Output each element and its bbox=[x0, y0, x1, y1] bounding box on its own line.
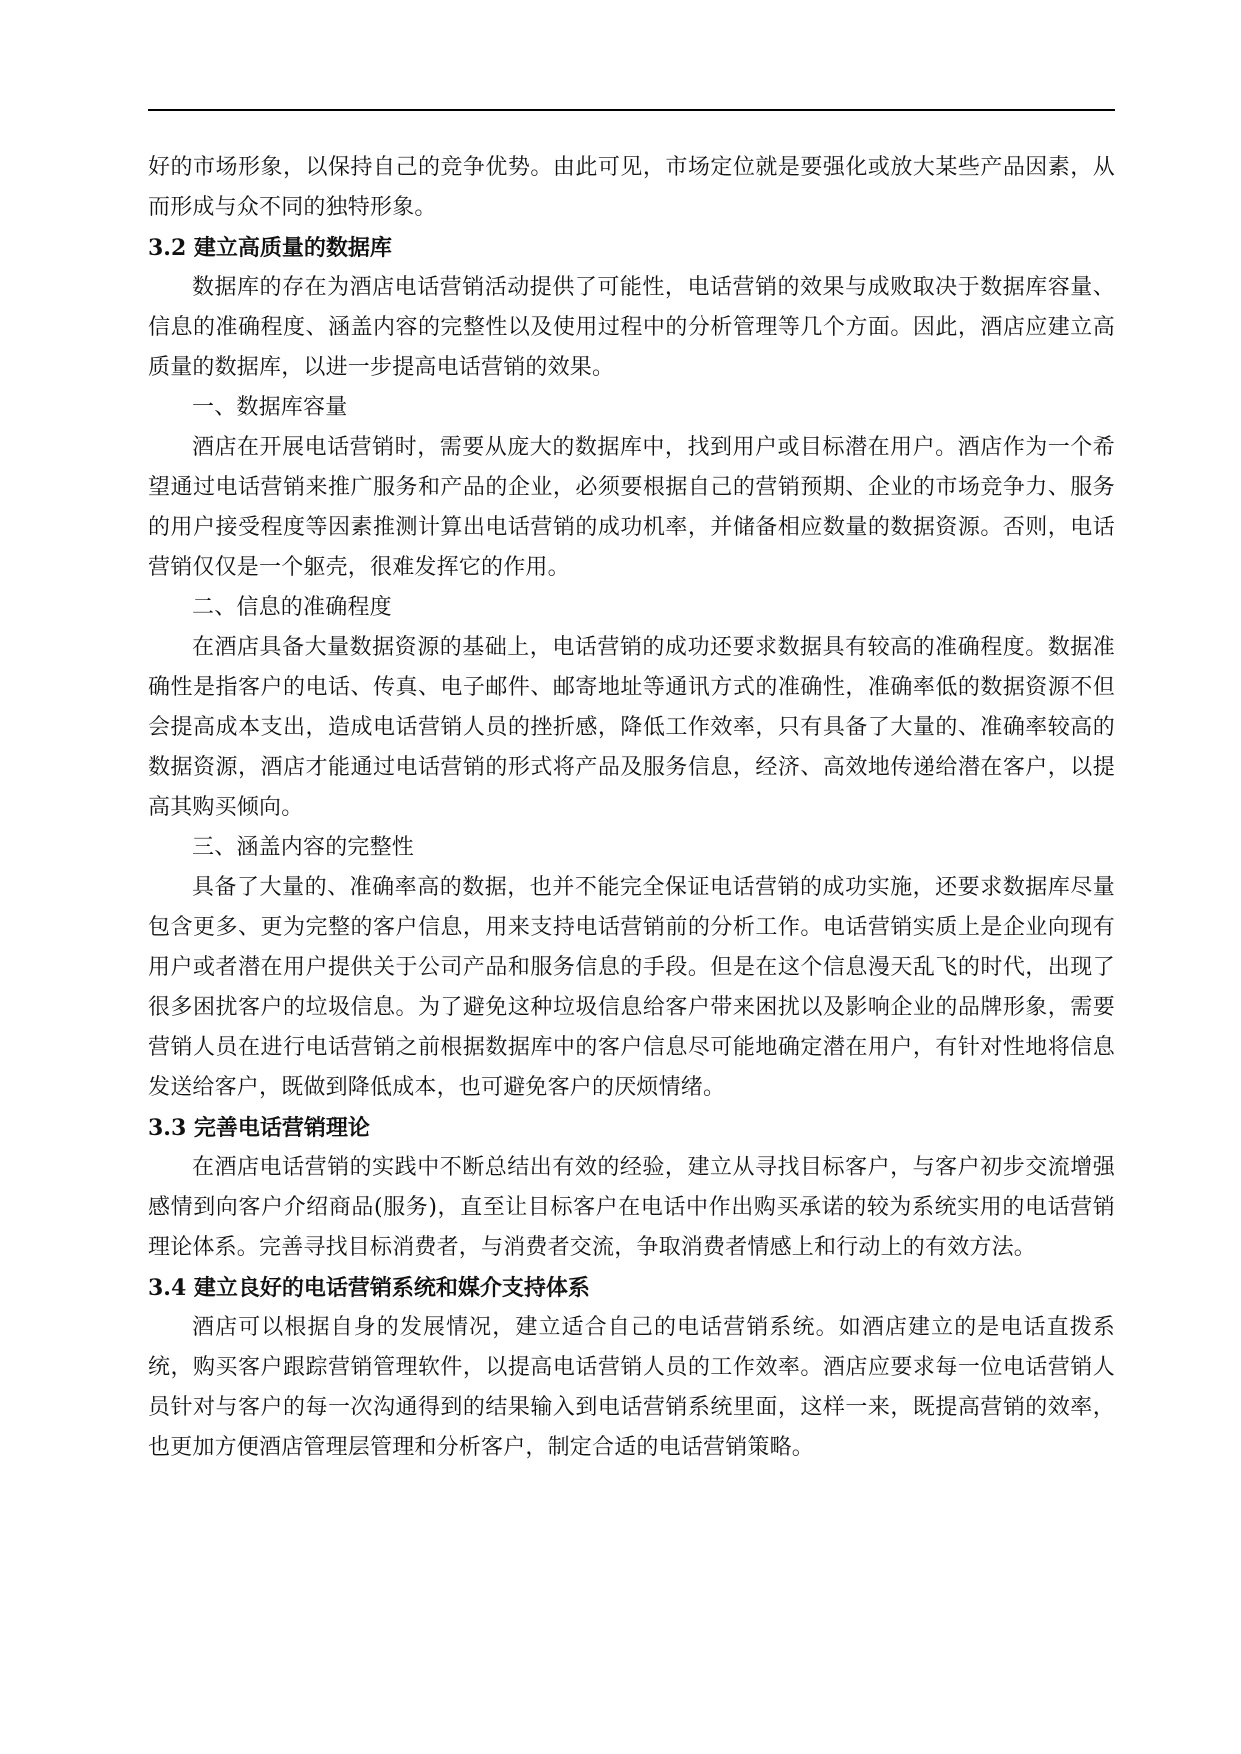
paragraph-continuation: 好的市场形象，以保持自己的竞争优势。由此可见，市场定位就是要强化或放大某些产品因素，从而形成与众不同的独特形象。 bbox=[148, 155, 1115, 220]
paragraph-marketing-system: 酒店可以根据自身的发展情况，建立适合自己的电话营销系统。如酒店建立的是电话直拨系统，购买客户跟踪营销管理软件，以提高电话营销人员的工作效率。酒店应要求每一位电话营销人员针对与客户的每一次沟通得到的结果输入到电话营销系统里面，这样一来，既提高营销的效率，也更加方便酒店管理层管理和分析客户，制定合适的电话营销策略。 bbox=[148, 1315, 1115, 1460]
subheading-database-capacity: 一、数据库容量 bbox=[192, 395, 348, 420]
subheading-content-completeness: 三、涵盖内容的完整性 bbox=[192, 835, 415, 860]
section-heading-3-3: 3.3 完善电话营销理论 bbox=[148, 1115, 370, 1141]
paragraph-database-capacity: 酒店在开展电话营销时，需要从庞大的数据库中，找到用户或目标潜在用户。酒店作为一个希望通过电话营销来推广服务和产品的企业，必须要根据自己的营销预期、企业的市场竞争力、服务的用户接受程度等因素推测计算出电话营销的成功机率，并储备相应数量的数据资源。否则，电话营销仅仅是一个躯壳，很难发挥它的作用。 bbox=[148, 435, 1115, 580]
paragraph-content-completeness: 具备了大量的、准确率高的数据，也并不能完全保证电话营销的成功实施，还要求数据库尽量包含更多、更为完整的客户信息，用来支持电话营销前的分析工作。电话营销实质上是企业向现有用户或者潜在用户提供关于公司产品和服务信息的手段。但是在这个信息漫天乱飞的时代，出现了很多困扰客户的垃圾信息。为了避免这种垃圾信息给客户带来困扰以及影响企业的品牌形象，需要营销人员在进行电话营销之前根据数据库中的客户信息尽可能地确定潜在用户，有针对性地将信息发送给客户，既做到降低成本，也可避免客户的厌烦情绪。 bbox=[148, 875, 1115, 1100]
document-body bbox=[148, 148, 1115, 1468]
section-heading-3-4: 3.4 建立良好的电话营销系统和媒介支持体系 bbox=[148, 1275, 590, 1301]
subheading-information-accuracy: 二、信息的准确程度 bbox=[192, 595, 392, 620]
header-rule bbox=[148, 109, 1115, 111]
paragraph-marketing-theory: 在酒店电话营销的实践中不断总结出有效的经验，建立从寻找目标客户，与客户初步交流增强感情到向客户介绍商品(服务)，直至让目标客户在电话中作出购买承诺的较为系统实用的电话营销理论体系。完善寻找目标消费者，与消费者交流，争取消费者情感上和行动上的有效方法。 bbox=[148, 1155, 1115, 1260]
paragraph-database-intro: 数据库的存在为酒店电话营销活动提供了可能性，电话营销的效果与成败取决于数据库容量、信息的准确程度、涵盖内容的完整性以及使用过程中的分析管理等几个方面。因此，酒店应建立高质量的数据库，以进一步提高电话营销的效果。 bbox=[148, 275, 1115, 380]
section-heading-3-2: 3.2 建立高质量的数据库 bbox=[148, 235, 392, 261]
paragraph-information-accuracy: 在酒店具备大量数据资源的基础上，电话营销的成功还要求数据具有较高的准确程度。数据准确性是指客户的电话、传真、电子邮件、邮寄地址等通讯方式的准确性，准确率低的数据资源不但会提高成本支出，造成电话营销人员的挫折感，降低工作效率，只有具备了大量的、准确率较高的数据资源，酒店才能通过电话营销的形式将产品及服务信息，经济、高效地传递给潜在客户，以提高其购买倾向。 bbox=[148, 635, 1115, 820]
